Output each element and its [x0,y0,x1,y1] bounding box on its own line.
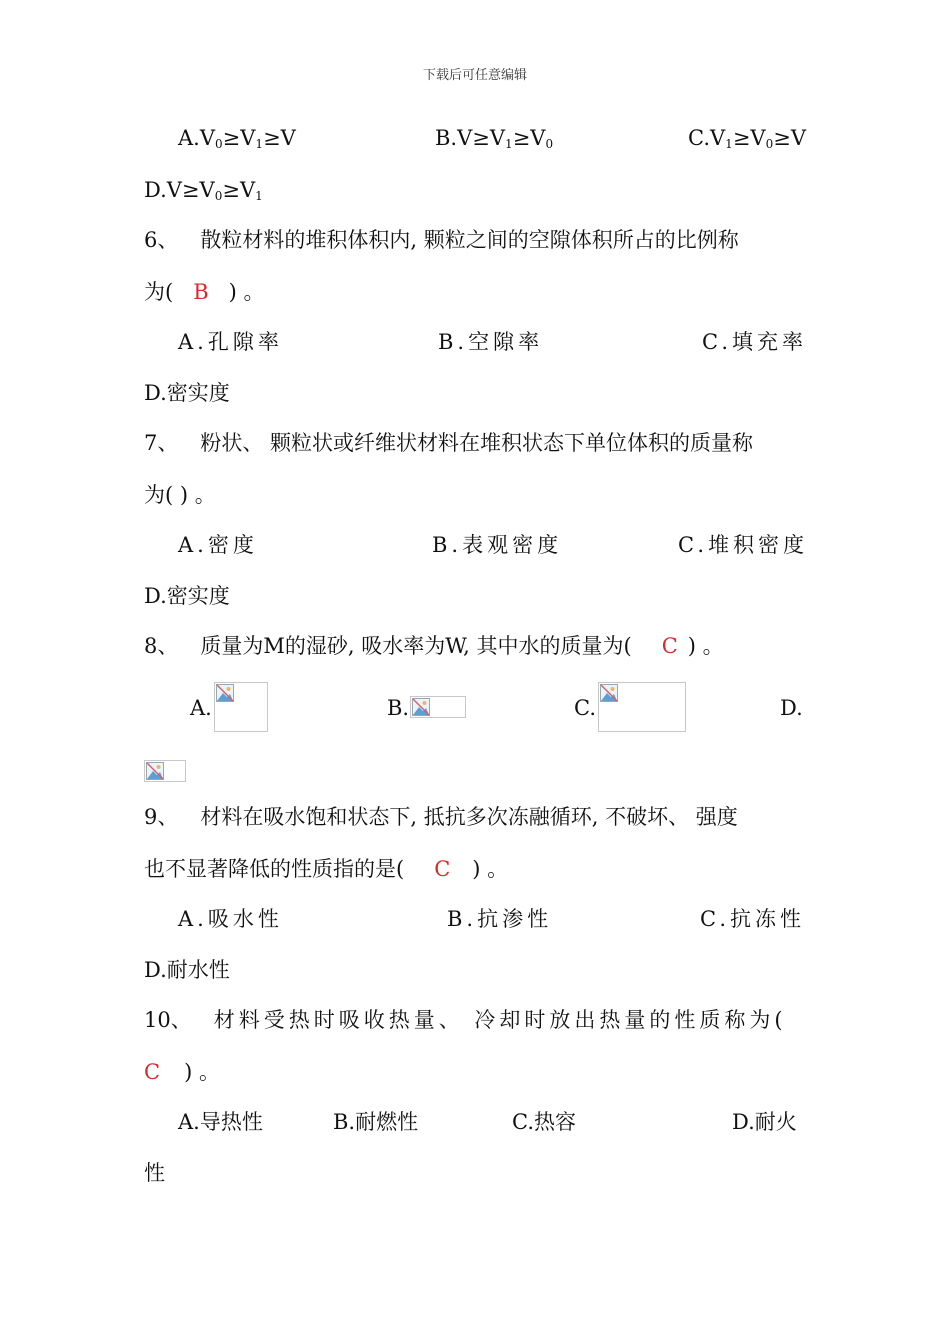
q8-option-c-image [598,682,686,732]
q10-option-d: D.耐火 [732,1110,797,1134]
q6-stem-line1 [144,226,739,254]
q8-option-a-image [214,682,268,732]
q7-option-a: A.密度 [178,533,258,557]
broken-image-icon [216,684,234,702]
q6-number: 6、 [144,228,179,252]
q7-option-d: D.密实度 [144,584,230,608]
q9-option-d: D.耐水性 [144,958,230,982]
q5-option-a: $A.V_0\ge V_1\ge V$ [178,126,296,151]
q8-option-d-image [144,760,186,782]
broken-image-icon [412,698,430,716]
q10-option-c: C.热容 [512,1110,576,1134]
q9-stem-line2: 也不显著降低的性质指的是( C ) 。 [144,857,509,881]
q8-option-a-label: A. [190,696,212,720]
q6-option-d: D.密实度 [144,381,230,405]
q9-option-a: A.吸水性 [178,907,283,931]
q7-number: 7、 [144,431,179,455]
q5-option-c: $C.V_1\ge V_0\ge V$ [688,126,806,151]
broken-image-icon [146,762,164,780]
q8-answer: C [661,634,678,658]
page-header: 下载后可任意编辑 [422,68,527,83]
q8-stem: 8、 质量为M的湿砂, 吸水率为W, 其中水的质量为( C ) 。 [144,634,724,658]
q9-answer: C [434,857,451,881]
q7-stem-line2: 为( ) 。 [144,483,216,507]
q9-stem-line1: 9、 材料在吸水饱和状态下, 抵抗多次冻融循环, 不破坏、 强度 [144,805,738,829]
q10-number: 10、 [144,1008,192,1032]
q6-text1: 散粒材料的堆积体积内, 颗粒之间的空隙体积所占的比例称 [200,228,739,252]
q7-stem-line1: 7、 粉状、 颗粒状或纤维状材料在堆积状态下单位体积的质量称 [144,431,754,455]
q10-option-b: B.耐燃性 [333,1110,419,1134]
q6-option-c: C.填充率 [702,330,807,354]
q6-option-a: A.孔隙率 [178,330,283,354]
q8-option-b-label: B. [387,696,410,720]
q5-option-d: $D.V\ge V_0\ge V_1$ [144,178,263,203]
q6-stem-line2: 为( B ) 。 [144,280,265,304]
broken-image-icon [600,684,618,702]
q7-option-c: C.堆积密度 [678,533,808,557]
q8-option-b-image [410,696,466,718]
q10-option-d-wrap: 性 [144,1161,165,1185]
q9-number: 9、 [144,805,179,829]
q8-option-c-label: C. [574,696,596,720]
q10-stem-line2: C ) 。 [144,1060,220,1084]
q10-option-a: A.导热性 [178,1110,263,1134]
q10-answer: C [144,1060,161,1084]
q7-option-b: B.表观密度 [432,533,563,557]
q5-option-b: $B.V\ge V_1\ge V_0$ [435,126,554,151]
q8-number: 8、 [144,634,179,658]
q9-option-c: C.抗冻性 [700,907,805,931]
q10-stem-line1: 10、 材料受热时吸收热量、 冷却时放出热量的性质称为( [144,1008,787,1032]
q6-option-b: B.空隙率 [438,330,544,354]
q6-answer: B [193,280,209,304]
q8-option-d-label: D. [780,696,803,720]
q9-option-b: B.抗渗性 [447,907,553,931]
